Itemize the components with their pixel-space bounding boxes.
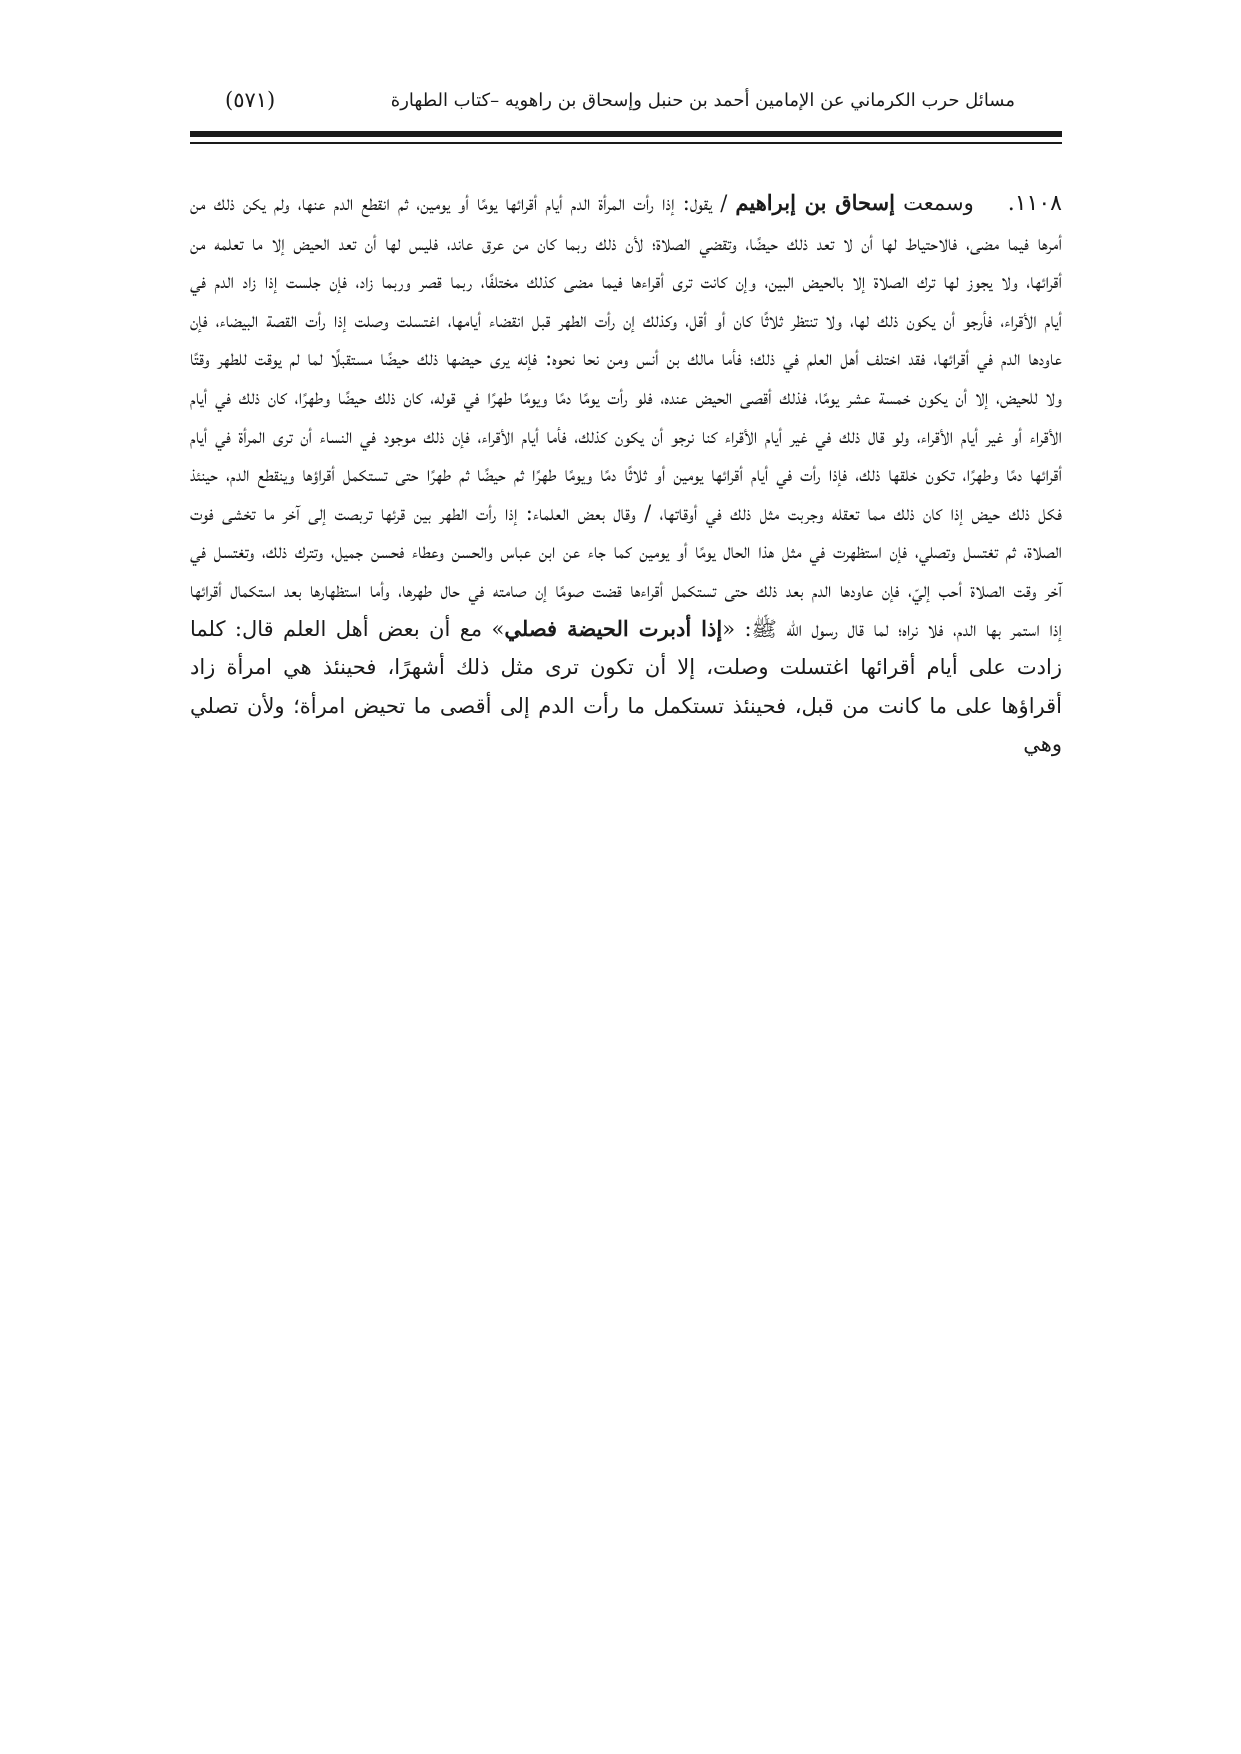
text-continuation: » مع أن بعض أهل العلم قال: كلما زادت على أيام أقرائها اغتسلت وصلت، إلا أن تكون ترى مثل ذلك أشهرًا، فحينئذ هي امرأة زاد أقراؤها على ما كانت من قبل، فحينئذ تستكمل ما رأت الدم إلى أقصى ما تحيض امرأة؛ ولأن تصلي وهي: [190, 616, 1062, 757]
page-number: (٥٧١): [225, 88, 276, 112]
hadith-quote: إذا أدبرت الحيضة فصلي: [504, 615, 723, 641]
page-header: [225, 82, 1015, 122]
narrator-name: إسحاق بن إبراهيم: [735, 190, 895, 215]
text-intro: وسمعت: [894, 191, 974, 215]
entry-paragraph: [190, 184, 1062, 764]
header-rule-thick: [190, 131, 1062, 137]
running-title: مسائل حرب الكرماني عن الإمامين أحمد بن حنبل وإسحاق بن راهويه –كتاب الطهارة: [390, 90, 1015, 111]
entry-number: ١١٠٨.: [1007, 191, 1062, 216]
header-rule-thin: [190, 142, 1062, 144]
text-main: / يقول: إذا رأت المرأة الدم أيام أقرائها يومًا أو يومين، ثم انقطع الدم عنها، ولم يكن ذلك من أمرها فيما مضى، فالاحتياط لها أن لا تعد ذلك حيضًا، وتقضي الصلاة؛ لأن ذلك ربما كان من عرق عاند، فليس لها أن تعد الحيض إلا ما تعلمه من أقرائها، ولا يجوز لها ترك الصلاة إلا بالحيض البين، وإن كانت ترى أقراءها فيما مضى كذلك مختلفًا، ربما قصر وربما زاد، فإن جلست إذا زاد الدم في أيام الأقراء، فأرجو أن يكون ذلك لها، ولا تنتظر ثلاثًا كان أو أقل، وكذلك إن رأت الطهر قبل انقضاء أيامها، اغتسلت وصلت إذا رأت القصة البيضاء، فإن عاودها الدم في أقرائها، فقد اختلف أهل العلم في ذلك؛ فأما مالك بن أنس ومن نحا نحوه: فإنه يرى حيضها ذلك حيضًا مستقبلًا لما لم يوقت للطهر وقتًا ولا للحيض، إلا أن يكون خمسة عشر يومًا، فذلك أقصى الحيض عنده، فلو رأت يومًا دمًا ويومًا طهرًا في قوله، كان ذلك حيضًا وطهرًا، كان ذلك في أيام الأقراء أو غير أيام الأقراء، ولو قال ذلك في غير أيام الأقراء كنا نرجو أن يكون كذلك، فأما أيام الأقراء، فإن ذلك موجود في النساء أن ترى المرأة في أيام أقرائها دمًا وطهرًا، تكون خلقها ذلك، فإذا رأت في أيام أقرائها يومين أو ثلاثًا دمًا ويومًا طهرًا ثم حيضًا ثم طهرًا حتى تستكمل أقراؤها وينقطع الدم، حينئذ فكل ذلك حيض إذا كان ذلك مما تعقله وجربت مثل ذلك في أوقاتها، / وقال بعض العلماء: إذا رأت الطهر بين قرئها تربصت إلى آخر ما تخشى فوت الصلاة، ثم تغتسل وتصلي، فإن استظهرت في مثل هذا الحال يومًا أو يومين كما جاء عن ابن عباس والحسن وعطاء فحسن جميل، وتترك ذلك، وتغتسل في آخر وقت الصلاة أحب إليّ، فإن عاودها الدم بعد ذلك حتى تستكمل أقراءها قضت صومًا إن صامته في حال طهرها، وأما استظهارها بعد استكمال أقرائها إذا استمر بها الدم، فلا نراه؛ لما قال رسول الله ﷺ: «: [190, 191, 1062, 641]
